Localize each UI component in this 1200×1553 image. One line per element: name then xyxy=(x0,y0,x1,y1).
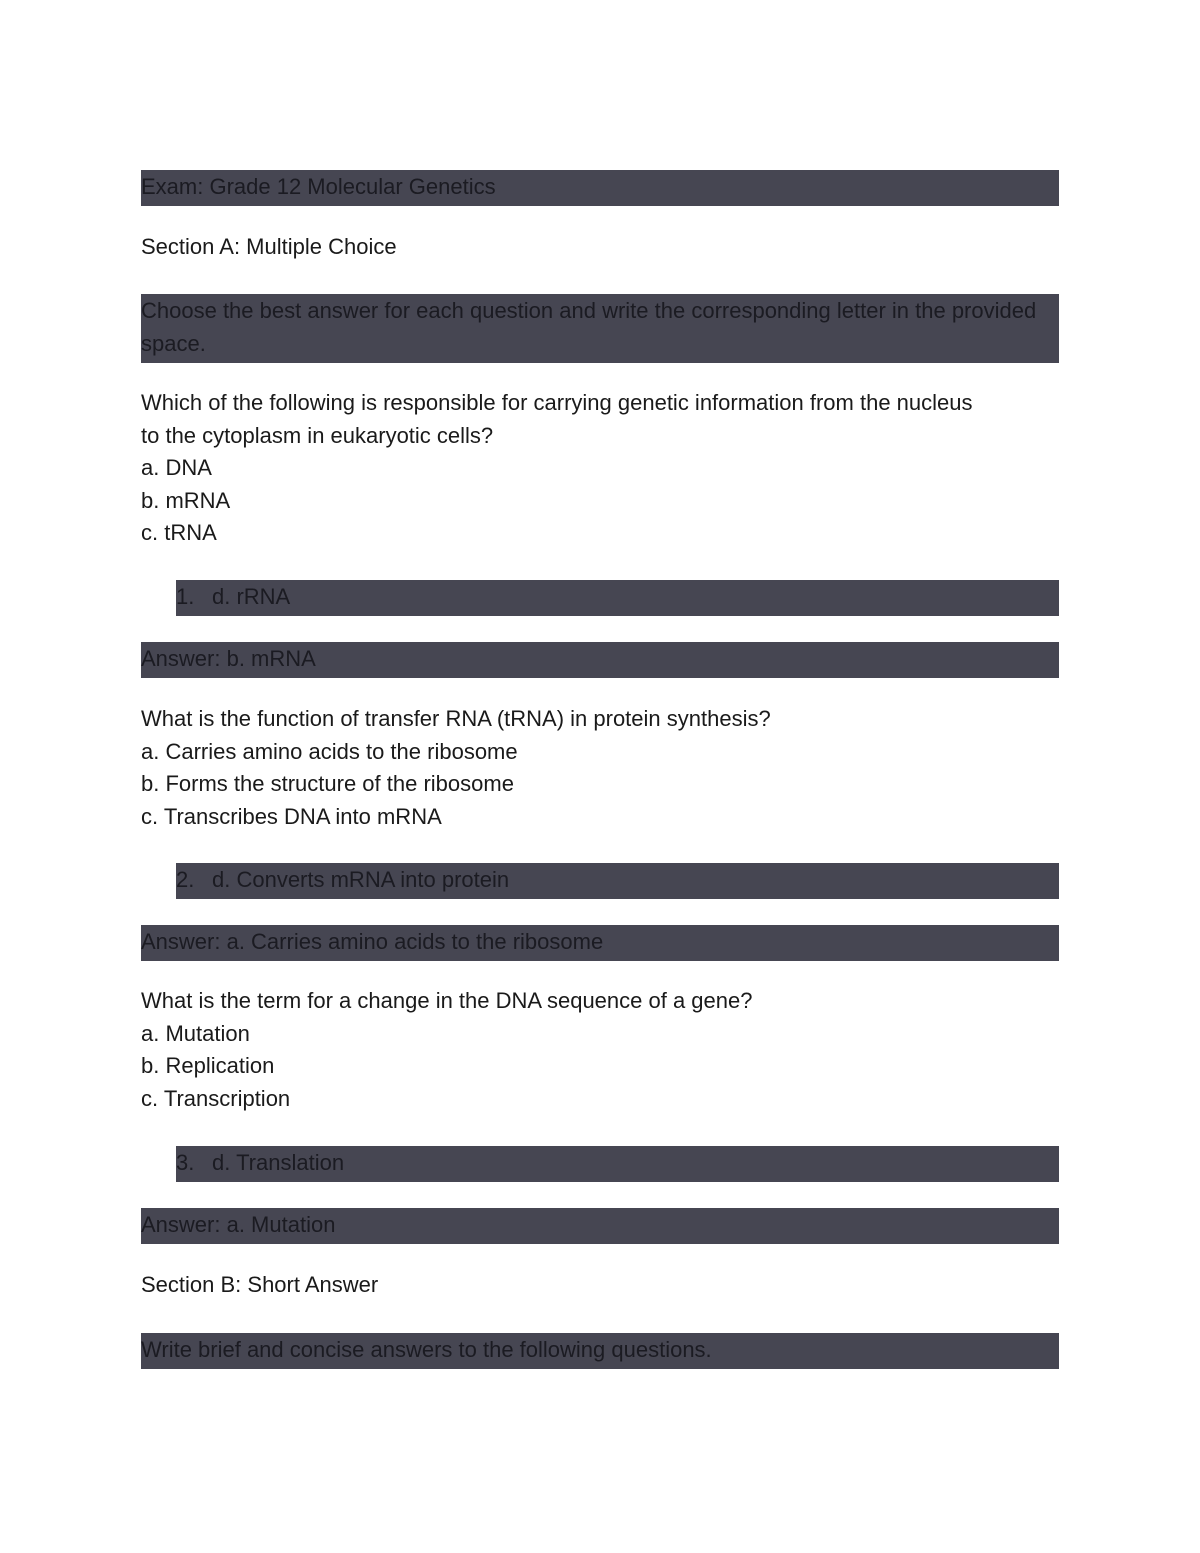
question-1-prompt-line2: to the cytoplasm in eukaryotic cells? xyxy=(141,422,494,448)
question-2-option-b: b. Forms the structure of the ribosome xyxy=(141,771,514,797)
question-3-prompt-line1: What is the term for a change in the DNA sequence of a gene? xyxy=(141,988,753,1013)
question-1-option-a: a. DNA xyxy=(141,455,212,481)
section-a-instructions-text: Choose the best answer for each question and write the corresponding letter in the provided space. xyxy=(141,298,1037,356)
question-3-number: 3. xyxy=(176,1150,195,1175)
question-1-prompt-line1: Which of the following is responsible for carrying genetic information from the nucleus xyxy=(141,390,973,415)
question-2-option-d: d. Converts mRNA into protein xyxy=(212,867,510,892)
section-b-heading-text: Section B: Short Answer xyxy=(141,1272,379,1297)
question-3 xyxy=(141,985,1059,1115)
question-2-answer xyxy=(141,925,1059,961)
question-1-option-c: c. tRNA xyxy=(141,520,217,546)
question-2-number: 2. xyxy=(176,867,195,892)
question-2-option-c: c. Transcribes DNA into mRNA xyxy=(141,803,442,829)
question-3-option-b: b. Replication xyxy=(141,1053,275,1079)
question-1-number: 1. xyxy=(176,584,195,609)
question-3-option-c: c. Transcription xyxy=(141,1085,291,1111)
question-2-option-a: a. Carries amino acids to the ribosome xyxy=(141,738,518,764)
exam-title xyxy=(141,170,1059,206)
question-2-option-d-row xyxy=(176,863,1059,899)
question-1-answer-text: Answer: b. mRNA xyxy=(141,646,316,671)
question-2-prompt-line1: What is the function of transfer RNA (tRNA) in protein synthesis? xyxy=(141,706,771,731)
section-a-heading xyxy=(141,231,1059,264)
question-1-option-d-row xyxy=(176,580,1059,616)
question-3-option-d-row xyxy=(176,1146,1059,1182)
question-3-option-d: d. Translation xyxy=(212,1150,345,1175)
question-3-option-a: a. Mutation xyxy=(141,1020,250,1046)
question-2-answer-text: Answer: a. Carries amino acids to the ribosome xyxy=(141,929,604,954)
question-1-option-d: d. rRNA xyxy=(212,584,291,609)
question-1-answer xyxy=(141,642,1059,678)
question-2 xyxy=(141,703,1059,833)
section-b-heading xyxy=(141,1269,1059,1302)
exam-title-text: Exam: Grade 12 Molecular Genetics xyxy=(141,174,496,199)
question-3-answer-text: Answer: a. Mutation xyxy=(141,1212,336,1237)
section-b-instructions-text: Write brief and concise answers to the following questions. xyxy=(141,1337,712,1362)
question-3-answer xyxy=(141,1208,1059,1244)
question-1-option-b: b. mRNA xyxy=(141,487,231,513)
section-b-instructions xyxy=(141,1333,1059,1369)
section-a-instructions xyxy=(141,294,1059,363)
question-1 xyxy=(141,387,1059,550)
section-a-heading-text: Section A: Multiple Choice xyxy=(141,234,397,259)
